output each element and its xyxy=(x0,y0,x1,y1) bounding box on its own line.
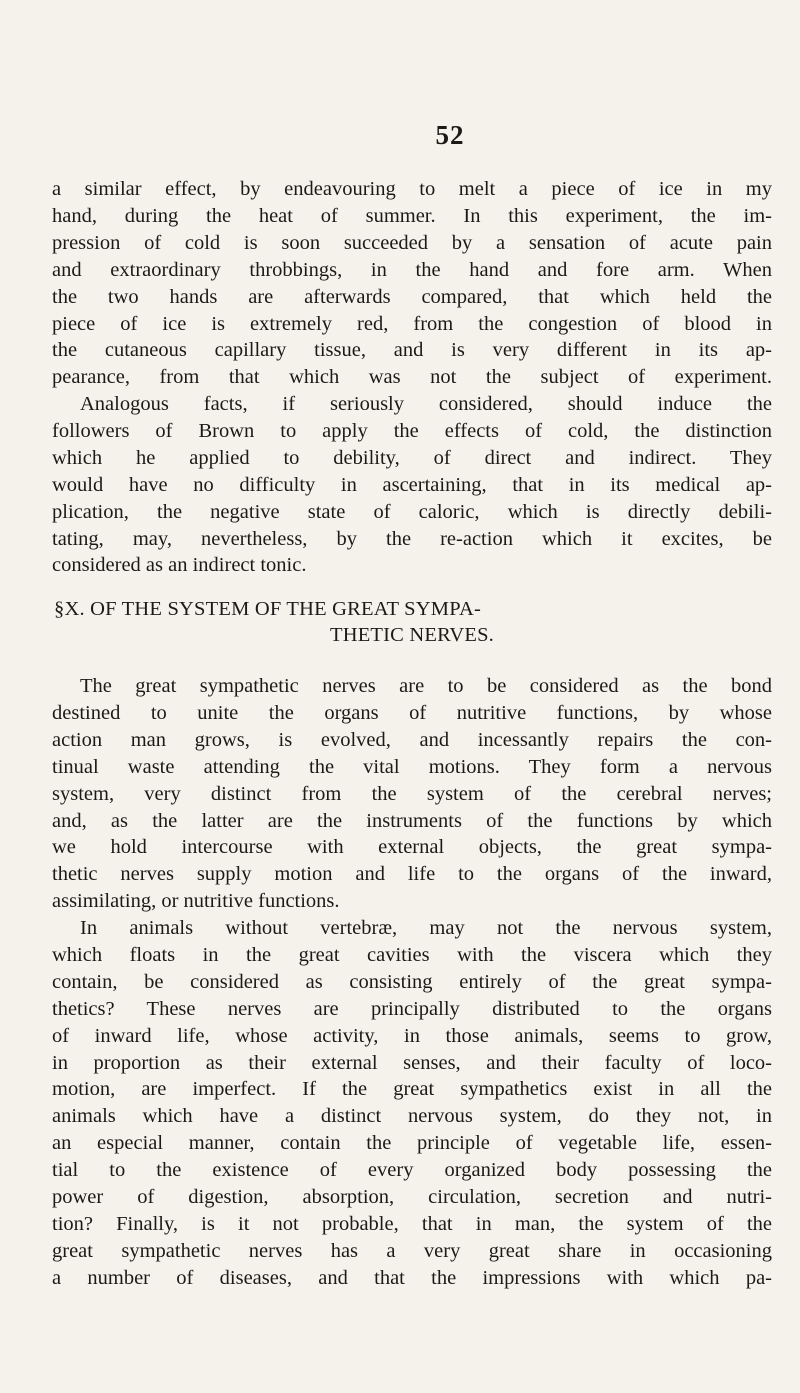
paragraph-2 xyxy=(52,391,772,579)
text-line: of inward life, whose activity, in those animals, seems to grow, xyxy=(52,1024,772,1047)
text-line: considered as an indirect tonic. xyxy=(52,554,307,577)
text-line: and, as the latter are the instruments of the functions by which xyxy=(52,809,772,832)
section-heading-line-1: §X. OF THE SYSTEM OF THE GREAT SYMPA- xyxy=(54,598,481,620)
text-line: we hold intercourse with external objects, the great sympa- xyxy=(52,836,772,859)
text-line: followers of Brown to apply the effects of cold, the distinction xyxy=(52,419,772,442)
page-number: 52 xyxy=(435,120,465,150)
text-line: action man grows, is evolved, and incessantly repairs the con- xyxy=(52,728,772,751)
text-line: animals which have a distinct nervous system, do they not, in xyxy=(52,1105,772,1128)
text-line: In animals without vertebræ, may not the nervous system, xyxy=(80,917,772,939)
text-line: destined to unite the organs of nutritive functions, by whose xyxy=(52,701,772,724)
text-line: Analogous facts, if seriously considered, should induce the xyxy=(80,393,772,415)
text-line: tial to the existence of every organized body possessing the xyxy=(52,1159,772,1182)
text-line: would have no difficulty in ascertaining, that in its medical ap- xyxy=(52,473,772,496)
text-line: great sympathetic nerves has a very great share in occasioning xyxy=(52,1239,772,1262)
text-line: and extraordinary throbbings, in the hand and fore arm. When xyxy=(52,258,772,281)
text-line: pression of cold is soon succeeded by a sensation of acute pain xyxy=(52,231,772,254)
text-line: the two hands are afterwards compared, that which held the xyxy=(52,285,772,308)
text-line: system, very distinct from the system of the cerebral nerves; xyxy=(52,782,772,805)
section-heading xyxy=(52,596,772,648)
text-line: tinual waste attending the vital motions. They form a nervous xyxy=(52,755,772,778)
text-line: an especial manner, contain the principle of vegetable life, essen- xyxy=(52,1132,772,1155)
text-line: thetic nerves supply motion and life to the organs of the inward, xyxy=(52,863,772,886)
text-line: in proportion as their external senses, and their faculty of loco- xyxy=(52,1051,772,1074)
text-line: tion? Finally, is it not probable, that in man, the system of the xyxy=(52,1212,772,1235)
text-line: hand, during the heat of summer. In this experiment, the im- xyxy=(52,204,772,227)
text-line: the cutaneous capillary tissue, and is very different in its ap- xyxy=(52,339,772,362)
text-line: a number of diseases, and that the impressions with which pa- xyxy=(52,1266,772,1289)
text-line: thetics? These nerves are principally distributed to the organs xyxy=(52,997,772,1020)
paragraph-1 xyxy=(52,176,772,391)
paragraph-3 xyxy=(52,673,772,915)
text-line: tating, may, nevertheless, by the re-action which it excites, be xyxy=(52,527,772,550)
text-line: The great sympathetic nerves are to be considered as the bond xyxy=(80,675,772,697)
text-line: pearance, from that which was not the subject of experiment. xyxy=(52,366,772,389)
section-heading-line-2: THETIC NERVES. xyxy=(329,624,494,646)
paragraph-4 xyxy=(52,915,772,1292)
text-line: piece of ice is extremely red, from the congestion of blood in xyxy=(52,312,772,335)
text-line: assimilating, or nutritive functions. xyxy=(52,890,340,913)
text-line: which he applied to debility, of direct and indirect. They xyxy=(52,446,772,469)
text-line: contain, be considered as consisting entirely of the great sympa- xyxy=(52,970,772,993)
text-line: which floats in the great cavities with the viscera which they xyxy=(52,943,772,966)
text-line: a similar effect, by endeavouring to melt a piece of ice in my xyxy=(52,178,772,200)
text-line: motion, are imperfect. If the great sympathetics exist in all the xyxy=(52,1078,772,1101)
text-line: plication, the negative state of caloric, which is directly debili- xyxy=(52,500,772,523)
text-line: power of digestion, absorption, circulation, secretion and nutri- xyxy=(52,1186,772,1209)
